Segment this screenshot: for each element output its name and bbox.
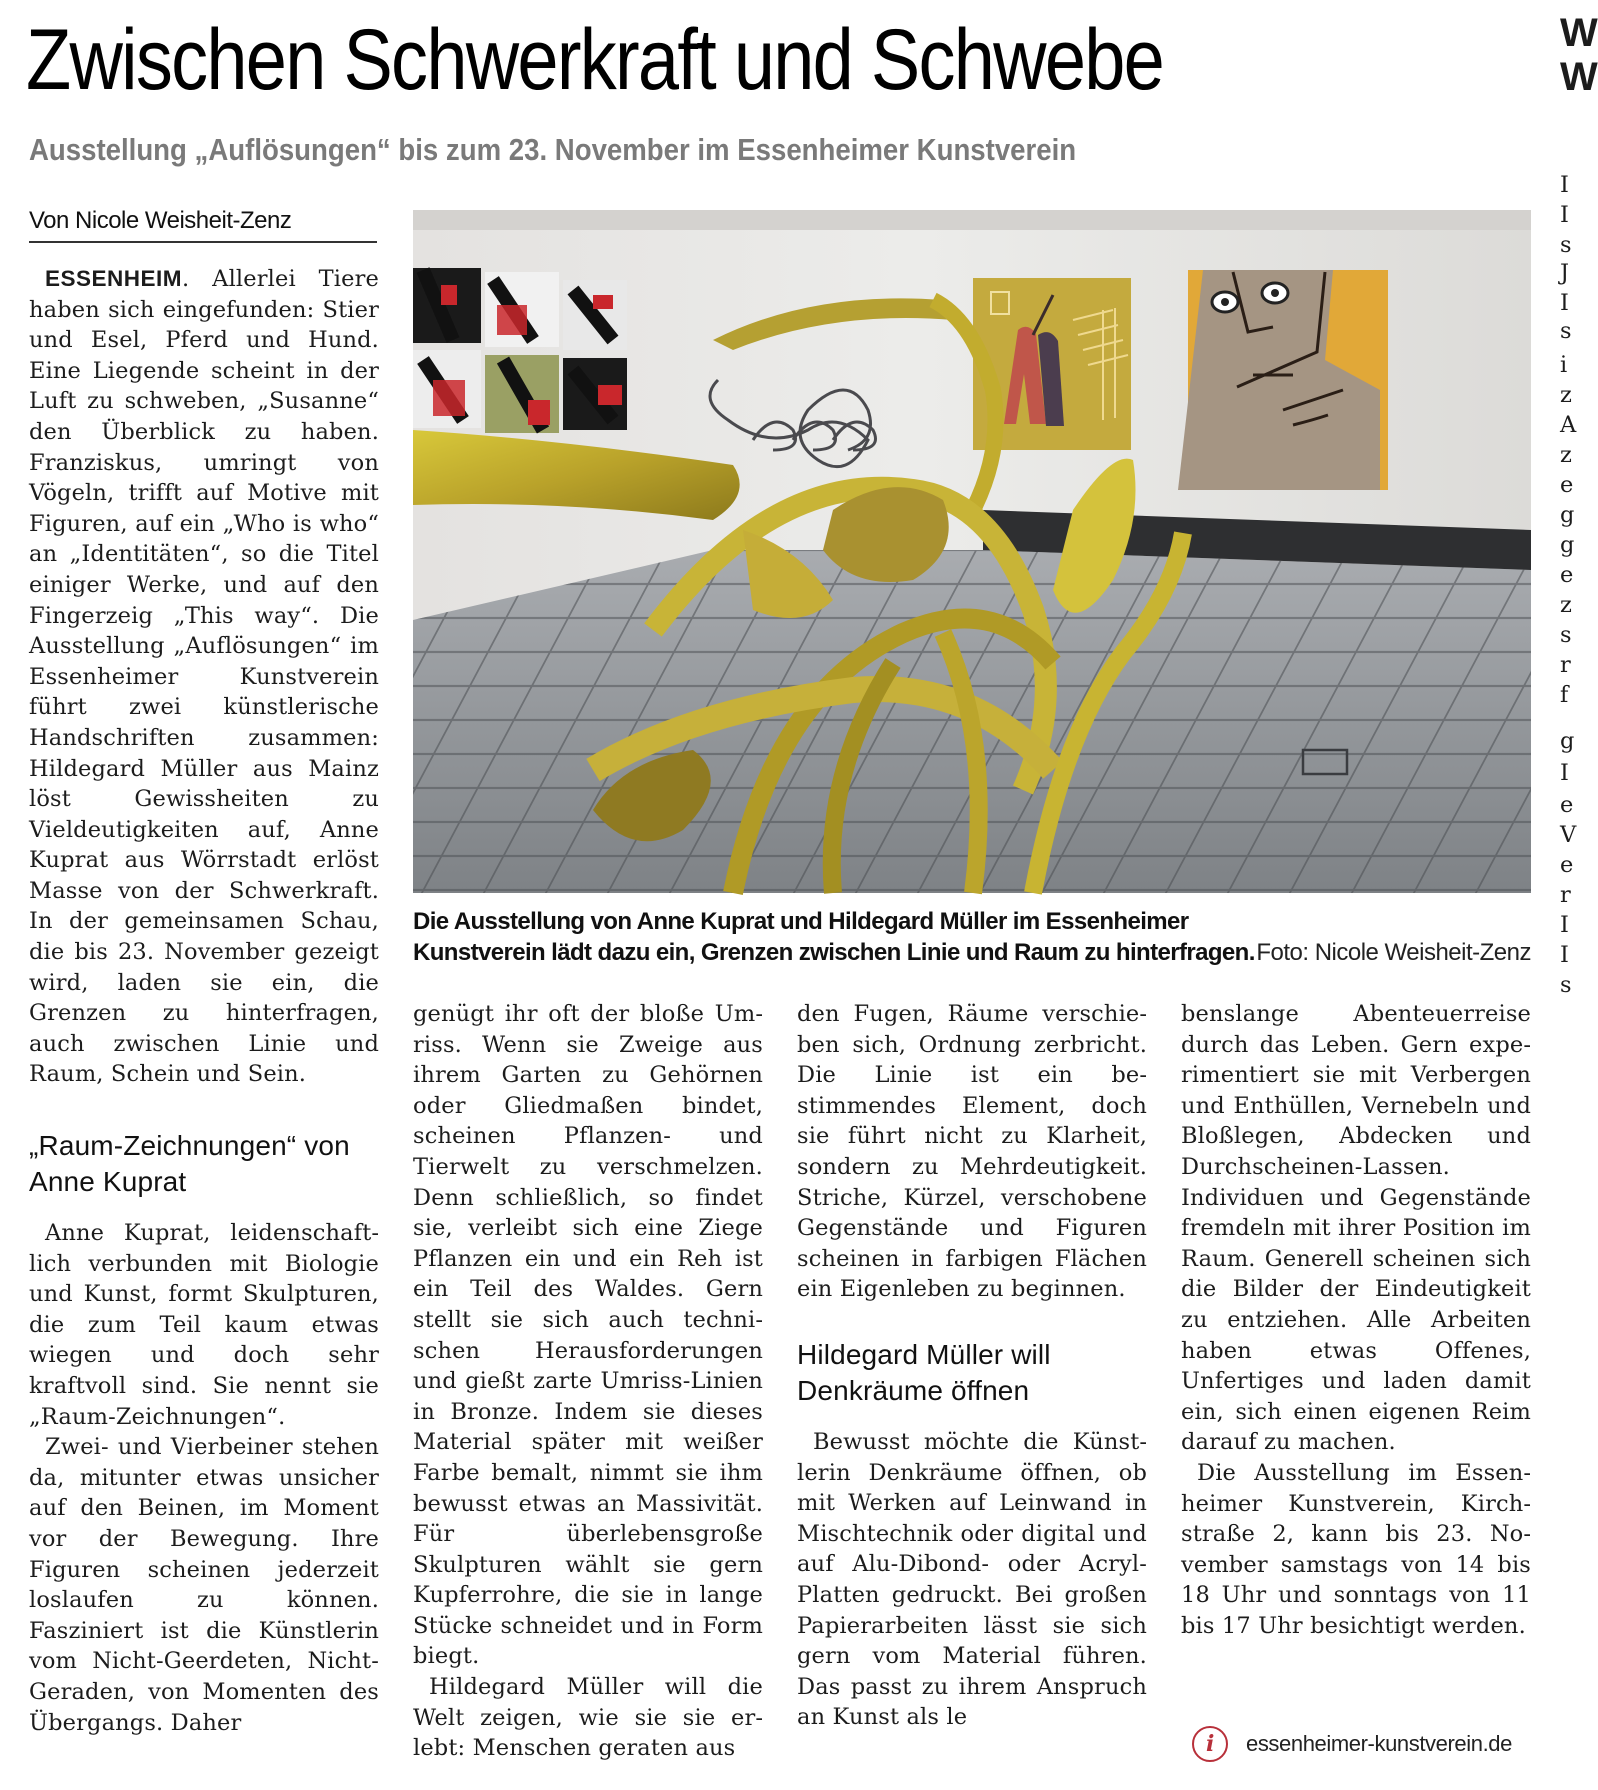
column-1	[29, 264, 379, 1738]
adjacent-glyph: V	[1560, 822, 1577, 848]
lead-text: . Allerlei Tiere haben sich eingefunden: Stier und Esel, Pferd und Hund. Eine Liegende scheint in der Luft zu schweben, „Susanne“ den Überblick zu haben. Franziskus, umringt von Vögeln, trifft auf Motive mit Figuren, auf ein „Who is who“ an „Identitäten“, so die Titel einiger Werke, und auf den Fingerzeig „This way“. Die Ausstellung „Auflösungen“ im Essenheimer Kunstverein führt zwei künstlerische Handschriften zusammen: Hildegard Müller aus Mainz löst Gewissheiten zu Vieldeutigkeiten auf, Anne Kuprat aus Wörrstadt erlöst Masse von der Schwerkraft. In der gemeinsamen Schau, die bis 23. November gezeigt wird, laden sie ein, die Grenzen zu hinterfragen, auch zwischen Linie und Raum, Schein und Sein.	[29, 266, 379, 1088]
paragraph: Hildegard Müller will die Welt zeigen, wie sie sie erlebt: Menschen geraten aus	[413, 1674, 763, 1762]
headline: Zwischen Schwerkraft und Schwebe	[26, 12, 1164, 108]
adjacent-glyph: J	[1560, 260, 1570, 286]
adjacent-glyph: i	[1560, 352, 1568, 378]
adjacent-glyph: W	[1560, 55, 1598, 99]
adjacent-glyph: I	[1560, 912, 1569, 938]
adjacent-glyph: s	[1560, 232, 1572, 258]
column-2	[413, 999, 763, 1764]
dateline: ESSENHEIM	[45, 266, 183, 291]
adjacent-glyph: s	[1560, 318, 1572, 344]
info-box	[1192, 1726, 1512, 1762]
adjacent-glyph: I	[1560, 942, 1569, 968]
adjacent-glyph: z	[1560, 592, 1572, 618]
adjacent-glyph: r	[1560, 882, 1571, 908]
website-link[interactable]: essenheimer-kunstverein.de	[1246, 1731, 1512, 1756]
adjacent-glyph: I	[1560, 202, 1569, 228]
exhibition-photo	[413, 210, 1531, 893]
caption-text: Die Ausstellung von Anne Kuprat und Hildegard Müller im Essenheimer Kunstverein lädt dazu ein, Grenzen zwischen Linie und Raum zu hinterfragen.	[413, 908, 1255, 966]
column-3	[797, 999, 1147, 1733]
adjacent-glyph: e	[1560, 852, 1574, 878]
adjacent-glyph: z	[1560, 382, 1572, 408]
paragraph: Anne Kuprat, leidenschaftlich verbunden mit Biologie und Kunst, formt Skulpturen, die zum Teil kaum etwas wiegen und doch sehr kraftvoll sind. Sie nennt sie „Raum-Zeichnungen“.	[29, 1220, 379, 1430]
adjacent-glyph: I	[1560, 760, 1569, 786]
photo-credit: Foto: Nicole Weisheit-Zenz	[1256, 939, 1531, 966]
adjacent-glyph: A	[1560, 412, 1577, 438]
gallery-scene	[413, 210, 1531, 893]
photo-caption	[413, 906, 1531, 968]
paragraph: Zwei- und Vierbeiner stehen da, mitunter etwas unsicher auf den Beinen, im Moment vor der Bewegung. Ihre Figuren scheinen jederzeit loslaufen zu können. Fasziniert ist die Künstlerin vom Nicht-Geerdeten, Nicht-Geraden, von Momenten des Übergangs. Daher	[29, 1434, 379, 1736]
adjacent-glyph: I	[1560, 290, 1569, 316]
paragraph: benslange Abenteuerreise durch das Leben. Gern experimentiert sie mit Verbergen und Enthüllen, Vernebeln und Bloßlegen, Abdecken und Durchscheinen-Lassen. Individuen und Gegenstände fremdeln mit ihrer Position im Raum. Generell scheinen sich die Bilder der Eindeutigkeit zu entziehen. Alle Arbeiten haben etwas Offenes, Unfertiges und laden damit ein, sich einen eigenen Reim darauf zu machen.	[1181, 1001, 1531, 1456]
info-icon: i	[1192, 1726, 1228, 1762]
adjacent-glyph: g	[1560, 502, 1575, 528]
paragraph: den Fugen, Räume verschieben sich, Ordnung zerbricht. Die Linie ist ein bestimmendes Element, doch sie führt nicht zu Klarheit, sondern zu Mehrdeutigkeit. Striche, Kürzel, verschobene Gegenstände und Figuren scheinen in farbigen Flächen ein Eigenleben zu beginnen.	[797, 1001, 1147, 1303]
adjacent-glyph: g	[1560, 728, 1575, 754]
adjacent-glyph: f	[1560, 682, 1569, 708]
paragraph: genügt ihr oft der bloße Umriss. Wenn sie Zweige aus ihrem Garten zu Gehörnen oder Gliedmaßen bindet, scheinen Pflanzen- und Tierwelt zu verschmelzen. Denn schließlich, so findet sie, verleibt sich eine Ziege Pflanzen ein und ein Reh ist ein Teil des Waldes. Gern stellt sie sich auch technischen Herausforderungen und gießt zarte Umriss-Linien in Bronze. Indem sie dieses Material später mit weißer Farbe bemalt, nimmt sie ihm bewusst etwas an Massivität. Für überlebensgroße Skulpturen wählt sie gern Kupferrohre, die sie in lange Stücke schneidet und in Form biegt.	[413, 1001, 763, 1670]
adjacent-glyph: e	[1560, 792, 1574, 818]
adjacent-glyph: e	[1560, 562, 1574, 588]
byline: Von Nicole Weisheit-Zenz	[29, 206, 377, 243]
adjacent-glyph: e	[1560, 472, 1574, 498]
section-title-kuprat: „Raum-Zeichnungen“ von Anne Kuprat	[29, 1130, 350, 1198]
column-4	[1181, 999, 1531, 1641]
subheadline: Ausstellung „Auflösungen“ bis zum 23. November im Essenheimer Kunstverein	[29, 132, 1077, 167]
adjacent-glyph: g	[1560, 532, 1575, 558]
adjacent-glyph: s	[1560, 622, 1572, 648]
paragraph: Bewusst möchte die Künstlerin Denkräume öffnen, ob mit Werken auf Leinwand in Mischtechnik oder digital und auf Alu-Dibond- oder Acryl-Platten gedruckt. Bei großen Papierarbeiten lässt sie sich gern vom Material führen. Das passt zu ihrem Anspruch an Kunst als le	[797, 1428, 1147, 1731]
adjacent-glyph: z	[1560, 442, 1572, 468]
paragraph: Die Ausstellung im Essenheimer Kunstverein, Kirchstraße 2, kann bis 23. November samstags von 14 bis 18 Uhr und sonntags von 11 bis 17 Uhr besichtigt werden.	[1181, 1459, 1531, 1639]
adjacent-glyph: s	[1560, 972, 1572, 998]
adjacent-glyph: r	[1560, 652, 1571, 678]
painting-face	[1178, 270, 1388, 490]
lead-paragraph	[29, 264, 379, 1090]
adjacent-glyph: I	[1560, 172, 1569, 198]
adjacent-article-edge	[1560, 0, 1598, 1790]
section-title-mueller: Hildegard Müller will Denkräume öffnen	[797, 1338, 1051, 1406]
adjacent-glyph: W	[1560, 11, 1598, 55]
